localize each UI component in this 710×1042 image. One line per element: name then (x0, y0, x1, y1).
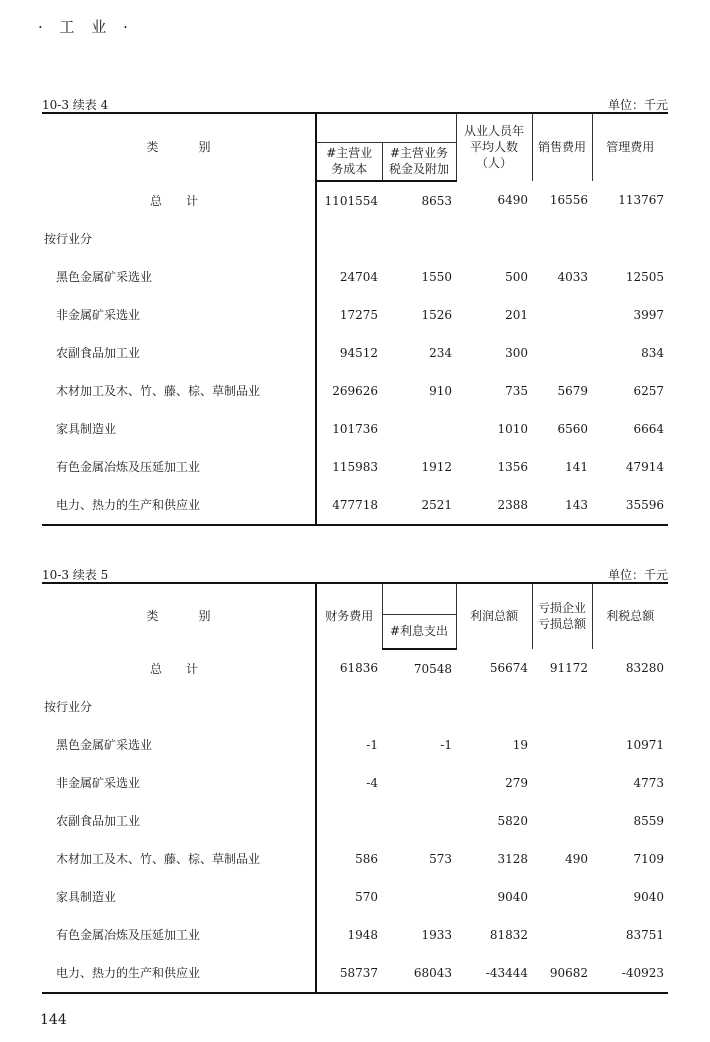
cell-value (382, 688, 456, 726)
row-label: 总 计 (150, 661, 199, 676)
table-row (42, 916, 668, 954)
cell-value (532, 726, 592, 764)
cell-value: -40923 (592, 954, 668, 993)
cell-value: 586 (316, 840, 382, 878)
cell-value: 269626 (316, 372, 382, 410)
table1-unit: 单位：千元 (607, 98, 668, 112)
cell-value: 2388 (456, 486, 532, 525)
cell-value (532, 764, 592, 802)
cell-value: 8653 (421, 193, 452, 208)
cell-value: 910 (429, 383, 452, 398)
cell-value: 300 (505, 345, 528, 360)
table1-header-main-cost: #主营业务成本 (316, 143, 382, 181)
cell-value: 56674 (489, 661, 528, 675)
table2-title: 10-3 续表 5 (42, 568, 109, 582)
cell-value: 1526 (421, 307, 452, 322)
cell-value: 9040 (497, 889, 528, 904)
cell-value: 1550 (421, 269, 452, 284)
cell-value: 234 (429, 345, 452, 360)
cell-value (532, 688, 592, 726)
table-row (42, 840, 668, 878)
cell-value: 81832 (489, 927, 528, 942)
row-label: 非金属矿采选业 (56, 308, 141, 322)
cell-value (382, 878, 456, 916)
cell-value (456, 688, 532, 726)
cell-value: 279 (505, 775, 528, 790)
row-label: 有色金属冶炼及压延加工业 (56, 460, 201, 474)
table1-header-category: 类 别 (42, 113, 316, 181)
table1-title: 10-3 续表 4 (42, 98, 109, 112)
cell-value (532, 916, 592, 954)
row-label: 按行业分 (44, 700, 93, 714)
table1-header-sales-expense: 销售费用 (532, 113, 592, 181)
table-row (42, 372, 668, 410)
cell-value: 61836 (316, 649, 382, 688)
cell-value: 6257 (633, 383, 664, 398)
table2-header-total-profit: 利润总额 (456, 583, 532, 649)
cell-value: 573 (429, 851, 452, 866)
cell-value: 5679 (557, 383, 588, 398)
row-label: 黑色金属矿采选业 (56, 738, 153, 752)
cell-value (532, 802, 592, 840)
cell-value (382, 764, 456, 802)
row-label: 农副食品加工业 (56, 346, 141, 360)
cell-value (532, 878, 592, 916)
cell-value: 6490 (497, 193, 528, 207)
cell-value: -4 (316, 764, 382, 802)
row-label: 有色金属冶炼及压延加工业 (56, 928, 201, 942)
cell-value: 141 (565, 459, 588, 474)
cell-value: 1933 (421, 927, 452, 942)
table2-header-interest: #利息支出 (382, 615, 456, 649)
table1-header-employees: 从业人员年平均人数（人） (456, 113, 532, 181)
table-row (42, 181, 668, 220)
row-label: 家具制造业 (56, 890, 117, 904)
cell-value: 834 (641, 345, 664, 360)
cell-value: -1 (440, 737, 452, 752)
table-row (42, 764, 668, 802)
cell-value: 17275 (316, 296, 382, 334)
cell-value: 115983 (316, 448, 382, 486)
table1-header-admin-expense: 管理费用 (592, 113, 668, 181)
cell-value: 70548 (413, 661, 452, 676)
cell-value: 2521 (382, 486, 456, 525)
cell-value (382, 802, 456, 840)
cell-value: 16556 (549, 193, 588, 207)
cell-value: 68043 (382, 954, 456, 993)
table-row (42, 649, 668, 688)
cell-value: 490 (565, 851, 588, 866)
cell-value: 1010 (497, 421, 528, 436)
cell-value (456, 220, 532, 258)
row-label: 按行业分 (44, 232, 93, 246)
cell-value: 9040 (633, 889, 664, 904)
table-row (42, 334, 668, 372)
cell-value: 90682 (532, 954, 592, 993)
cell-value (592, 688, 668, 726)
cell-value: 6664 (633, 421, 664, 436)
cell-value (382, 410, 456, 448)
cell-value (532, 296, 592, 334)
cell-value (382, 220, 456, 258)
cell-value: 1912 (421, 459, 452, 474)
table-row (42, 220, 668, 258)
table-row (42, 486, 668, 525)
row-label: 农副食品加工业 (56, 814, 141, 828)
table2-header-profit-tax: 利税总额 (592, 583, 668, 649)
cell-value: -43444 (456, 954, 532, 993)
cell-value: 35596 (592, 486, 668, 525)
cell-value: 201 (505, 307, 528, 322)
row-label: 木材加工及木、竹、藤、棕、草制品业 (56, 852, 261, 866)
table2 (42, 582, 668, 994)
cell-value: 570 (316, 878, 382, 916)
table2-header-finance-expense: 财务费用 (316, 583, 382, 649)
cell-value: 1948 (316, 916, 382, 954)
table1 (42, 112, 668, 526)
row-label: 非金属矿采选业 (56, 776, 141, 790)
cell-value: 500 (505, 269, 528, 284)
cell-value: 83280 (625, 661, 664, 675)
cell-value: 6560 (557, 421, 588, 436)
table-row (42, 878, 668, 916)
page-number: 144 (40, 1012, 67, 1028)
table1-header-main-tax: #主营业务税金及附加 (382, 143, 456, 181)
cell-value: 24704 (316, 258, 382, 296)
cell-value: 7109 (633, 851, 664, 866)
row-label: 家具制造业 (56, 422, 117, 436)
cell-value (592, 220, 668, 258)
table-row (42, 296, 668, 334)
cell-value (316, 688, 382, 726)
cell-value: 47914 (625, 459, 664, 474)
cell-value (532, 334, 592, 372)
cell-value: 477718 (316, 486, 382, 525)
table2-header-loss-total: 亏损企业亏损总额 (532, 583, 592, 649)
row-label: 黑色金属矿采选业 (56, 270, 153, 284)
cell-value: 5820 (497, 813, 528, 828)
row-label: 电力、热力的生产和供应业 (42, 954, 316, 993)
cell-value: 58737 (316, 954, 382, 993)
cell-value: 8559 (633, 813, 664, 828)
table-row (42, 726, 668, 764)
cell-value (316, 220, 382, 258)
table-row (42, 448, 668, 486)
cell-value: -1 (316, 726, 382, 764)
cell-value: 91172 (549, 661, 588, 675)
cell-value: 1101554 (316, 181, 382, 220)
cell-value: 4033 (557, 269, 588, 284)
cell-value: 735 (505, 383, 528, 398)
cell-value: 3128 (497, 851, 528, 866)
cell-value: 10971 (625, 737, 664, 752)
table-row (42, 688, 668, 726)
cell-value: 12505 (625, 269, 664, 284)
table-row (42, 410, 668, 448)
table2-header-category: 类 别 (42, 583, 316, 649)
table-row (42, 954, 668, 993)
cell-value: 101736 (316, 410, 382, 448)
cell-value (532, 220, 592, 258)
running-header: · 工 业 · (38, 18, 134, 36)
table-row (42, 802, 668, 840)
table-row (42, 258, 668, 296)
cell-value: 143 (532, 486, 592, 525)
cell-value: 113767 (618, 193, 664, 207)
cell-value: 3997 (633, 307, 664, 322)
row-label: 总 计 (150, 193, 199, 208)
row-label: 电力、热力的生产和供应业 (42, 486, 316, 525)
cell-value: 19 (512, 737, 528, 752)
cell-value: 4773 (633, 775, 664, 790)
cell-value: 1356 (497, 459, 528, 474)
table2-unit: 单位：千元 (607, 568, 668, 582)
cell-value (316, 802, 382, 840)
cell-value: 83751 (625, 927, 664, 942)
cell-value: 94512 (316, 334, 382, 372)
row-label: 木材加工及木、竹、藤、棕、草制品业 (56, 384, 261, 398)
